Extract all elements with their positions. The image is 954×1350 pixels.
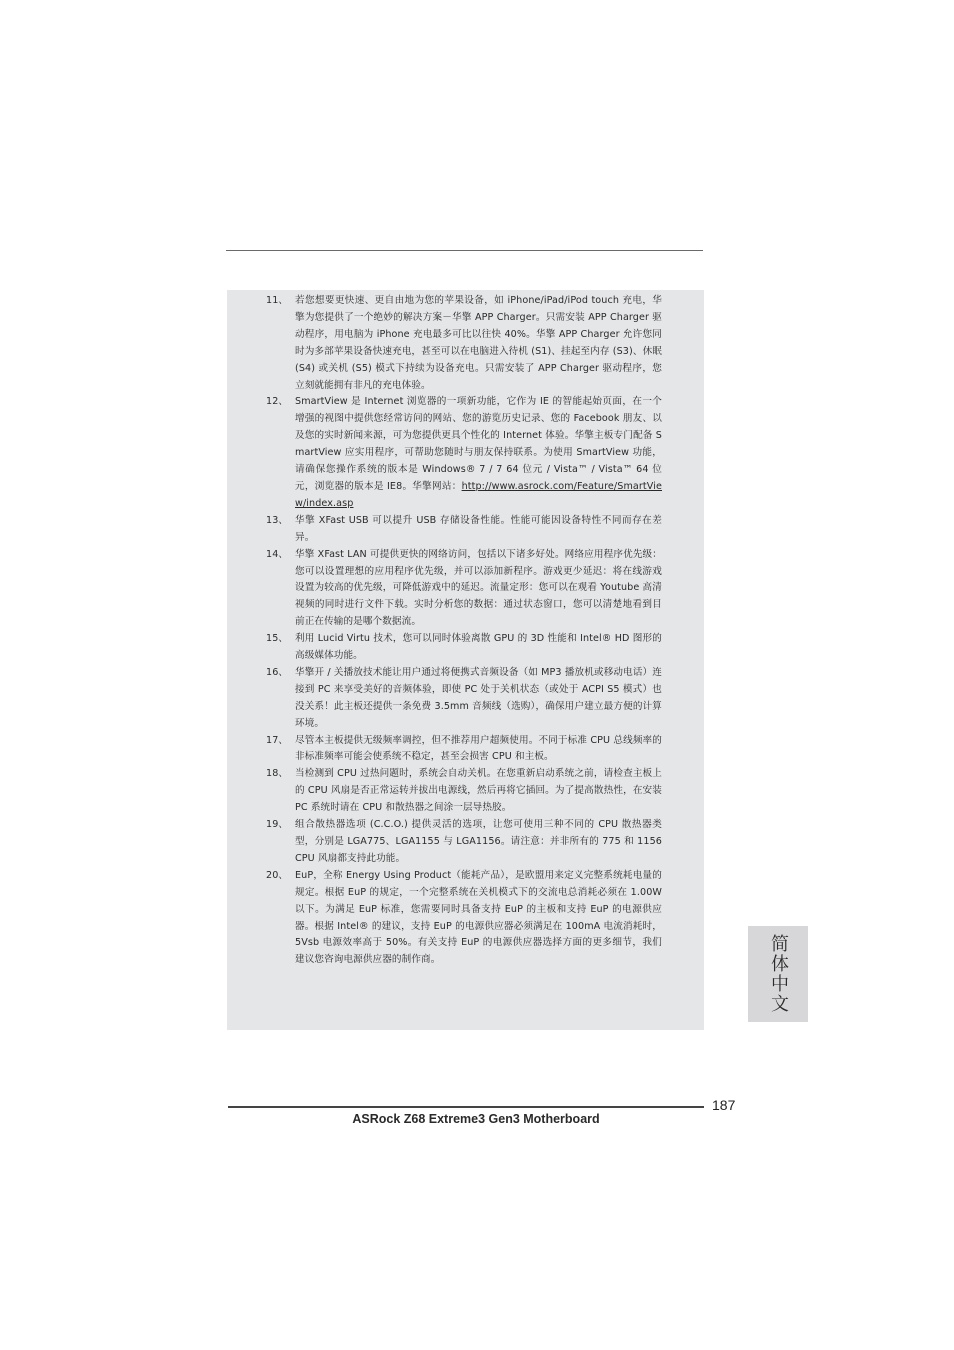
smartview-url-link[interactable]: http://www.asrock.com/Feature/SmartView/index.asp: [295, 480, 662, 509]
list-item: [266, 665, 662, 733]
item-text: 组合散热器选项 (C.C.O.) 提供灵活的选项，让您可使用三种不同的 CPU 散热器类型，分别是 LGA775、LGA1155 与 LGA1156。请注意：并非所有的 775 和 1156 CPU 风扇都支持此功能。: [295, 819, 662, 864]
item-number: 17、: [266, 734, 289, 746]
item-number: 20、: [266, 869, 289, 881]
list-item: [266, 817, 662, 868]
item-text: 利用 Lucid Virtu 技术，您可以同时体验离散 GPU 的 3D 性能和 Intel® HD 图形的高级媒体功能。: [295, 633, 662, 662]
list-item: [266, 394, 662, 512]
item-text: 华擎 XFast LAN 可提供更快的网络访问，包括以下诸多好处。网络应用程序优先级：您可以设置理想的应用程序优先级，并可以添加新程序。游戏更少延迟：将在线游戏设置为较高的优先级，可降低游戏中的延迟。流量定形：您可以在观看 Youtube 高清视频的同时进行文件下载。实时分析您的数据：通过状态窗口，您可以清楚地看到目前正在传输的是哪个数据流。: [295, 548, 662, 628]
item-number: 12、: [266, 396, 289, 408]
feature-notes-list: [266, 293, 662, 969]
item-text: EuP，全称 Energy Using Product（能耗产品），是欧盟用来定义完整系统耗电量的规定。根据 EuP 的规定，一个完整系统在关机模式下的交流电总消耗必须在 1.00W 以下。为满足 EuP 标准，您需要同时具备支持 EuP 的主板和支持 EuP 的电源供应器。根据 Intel® 的建议，支持 EuP 的电源供应器必须满足在 100mA 电流消耗时，5Vsb 电源效率高于 50%。有关支持 EuP 的电源供应器选择方面的更多细节，我们建议您咨询电源供应器的制作商。: [295, 869, 662, 966]
item-number: 18、: [266, 768, 289, 780]
list-item: [266, 631, 662, 665]
item-number: 14、: [266, 548, 289, 560]
footer-title: ASRock Z68 Extreme3 Gen3 Motherboard: [352, 1112, 600, 1126]
header-rule: [226, 250, 703, 251]
item-text: 华擎 XFast USB 可以提升 USB 存储设备性能。性能可能因设备特性不同而存在差异。: [295, 514, 662, 543]
list-item: [266, 733, 662, 767]
item-number: 13、: [266, 514, 289, 526]
page-number: 187: [712, 1097, 736, 1113]
item-text: 当检测到 CPU 过热问题时，系统会自动关机。在您重新启动系统之前，请检查主板上的 CPU 风扇是否正常运转并拔出电源线，然后再将它插回。为了提高散热性，在安装 PC 系统时请在 CPU 和散热器之间涂一层导热胶。: [295, 768, 662, 814]
item-text: 华擎开 / 关播放技术能让用户通过将便携式音频设备（如 MP3 播放机或移动电话）连接到 PC 来享受美好的音频体验，即使 PC 处于关机状态（或处于 ACPI S5 模式）也没关系！此主板还提供一条免费 3.5mm 音频线（选购），确保用户建立最方便的计算环境。: [295, 666, 662, 729]
list-item: [266, 766, 662, 817]
list-item: [266, 868, 662, 969]
list-item: [266, 547, 662, 632]
language-label: 简体中文: [768, 934, 789, 1014]
item-number: 16、: [266, 666, 289, 678]
footer-rule: [228, 1106, 704, 1108]
item-number: 11、: [266, 295, 289, 306]
list-item: [266, 293, 662, 394]
item-text: 尽管本主板提供无级频率调控，但不推荐用户超频使用。不同于标准 CPU 总线频率的非标准频率可能会使系统不稳定，甚至会损害 CPU 和主板。: [295, 734, 662, 763]
item-number: 15、: [266, 633, 289, 645]
list-item: [266, 513, 662, 547]
item-text: 若您想要更快速、更自由地为您的苹果设备，如 iPhone/iPad/iPod touch 充电，华擎为您提供了一个绝妙的解决方案－华擎 APP Charger。只需安装 APP Charger 驱动程序，用电脑为 iPhone 充电最多可比以往快 40%。华擎 APP Charger 允许您同时为多部苹果设备快速充电，甚至可以在电脑进入待机 (S1)、挂起至内存 (S3)、休眠 (S4) 或关机 (S5) 模式下持续为设备充电。只需安装了 APP Charger 驱动程序，您立刻就能拥有非凡的充电体验。: [295, 295, 662, 391]
language-side-tab: [748, 926, 808, 1022]
item-number: 19、: [266, 819, 289, 831]
item-text: SmartView 是 Internet 浏览器的一项新功能，它作为 IE 的智能起始页面，在一个增强的视图中提供您经常访问的网站、您的游览历史记录、您的 Facebook 朋友、以及您的实时新闻来源，可为您提供更具个性化的 Internet 体验。华擎主板专门配备 SmartView 应实用程序，可帮助您随时与朋友保持联系。为使用 SmartView 功能，请确保您操作系统的版本是 Windows® 7 / 7 64 位元 / Vista™ / Vista™ 64 位元，浏览器的版本是 IE8。华擎网站：: [295, 396, 662, 492]
